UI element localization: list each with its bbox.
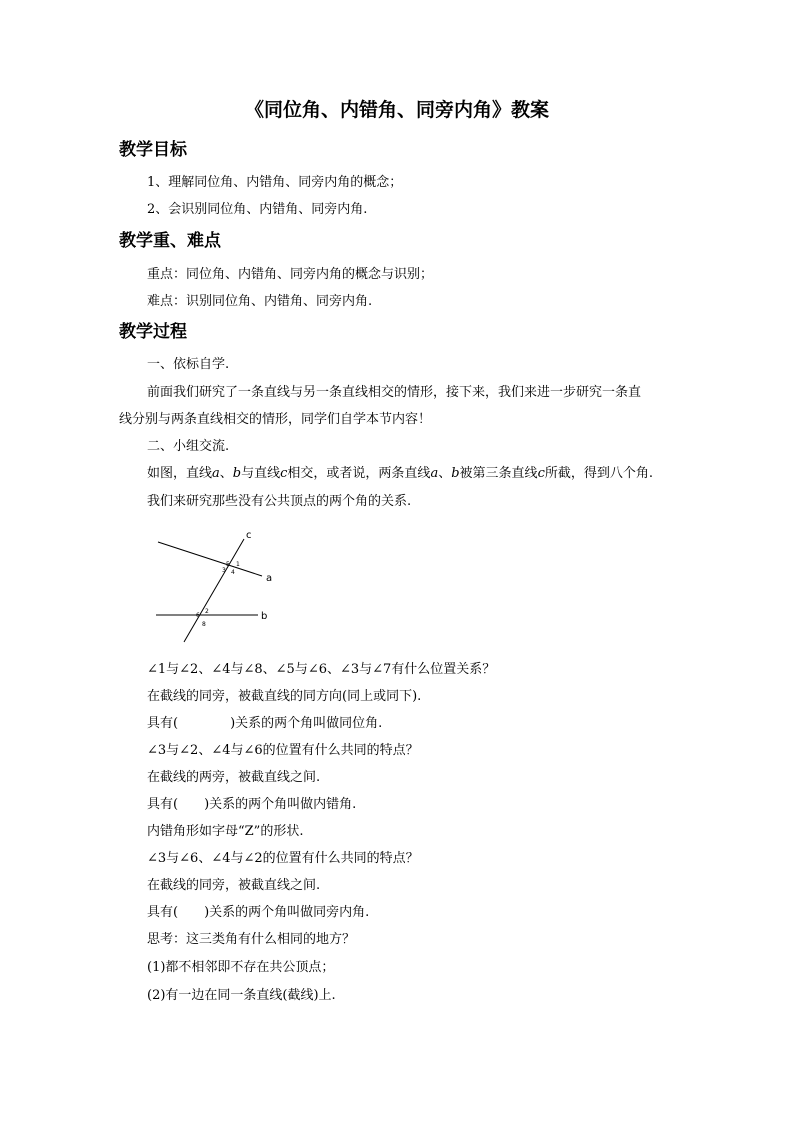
fill-blank-1: 具有( )关系的两个角叫做同位角. <box>147 716 383 731</box>
angle-label-1: 1 <box>236 561 240 568</box>
question-3: ∠3与∠6、∠4与∠2的位置有什么共同的特点？ <box>147 851 419 866</box>
page-title: 《同位角、内错角、同旁内角》教案 <box>244 99 549 121</box>
angle-label-8: 8 <box>202 621 206 628</box>
angle-label-2: 2 <box>205 608 209 615</box>
intro-line-1: 前面我们研究了一条直线与另一条直线相交的情形，接下来，我们来进一步研究一条直 <box>147 385 642 400</box>
z-shape-note: 内错角形如字母“Z”的形状. <box>147 824 304 839</box>
heading-process: 教学过程 <box>119 322 187 342</box>
line-a <box>158 542 262 576</box>
answer-1: 在截线的同旁，被截直线的同方向(同上或同下). <box>147 689 422 704</box>
objective-2: 2、会识别同位角、内错角、同旁内角. <box>147 202 368 217</box>
angle-label-4: 4 <box>231 569 235 576</box>
heading-objectives: 教学目标 <box>119 140 187 160</box>
intro-line-2: 线分别与两条直线相交的情形，同学们自学本节内容！ <box>119 412 432 427</box>
figure-description: 如图，直线a、b与直线c相交，或者说，两条直线a、b被第三条直线c所截，得到八个角. <box>147 466 653 481</box>
step-2: 二、小组交流. <box>147 439 230 454</box>
label-c: c <box>246 530 252 541</box>
angle-label-5: 5 <box>226 561 230 568</box>
think-point-2: (2)有一边在同一条直线(截线)上. <box>147 988 336 1003</box>
question-1: ∠1与∠2、∠4与∠8、∠5与∠6、∠3与∠7有什么位置关系？ <box>147 662 496 677</box>
question-2: ∠3与∠2、∠4与∠6的位置有什么共同的特点？ <box>147 743 419 758</box>
difficult-point: 难点：识别同位角、内错角、同旁内角. <box>147 294 373 309</box>
answer-2: 在截线的两旁，被截直线之间. <box>147 770 321 785</box>
fill-blank-2: 具有( )关系的两个角叫做内错角. <box>147 797 357 812</box>
line-c <box>184 539 244 642</box>
angle-label-3: 3 <box>222 567 226 574</box>
label-a: a <box>266 573 273 584</box>
angle-label-6: 6 <box>196 612 200 619</box>
answer-3: 在截线的同旁，被截直线之间. <box>147 878 321 893</box>
key-point: 重点：同位角、内错角、同旁内角的概念与识别； <box>147 267 434 282</box>
fill-blank-3: 具有( )关系的两个角叫做同旁内角. <box>147 905 370 920</box>
think-question: 思考：这三类角有什么相同的地方？ <box>147 932 356 947</box>
think-point-1: (1)都不相邻即不存在共公顶点； <box>147 960 335 975</box>
label-b: b <box>261 611 268 622</box>
study-intro: 我们来研究那些没有公共顶点的两个角的关系. <box>147 494 412 509</box>
objective-1: 1、理解同位角、内错角、同旁内角的概念； <box>147 175 403 190</box>
heading-key-points: 教学重、难点 <box>119 231 221 251</box>
transversal-figure <box>150 526 280 646</box>
step-1: 一、依标自学. <box>147 357 230 372</box>
